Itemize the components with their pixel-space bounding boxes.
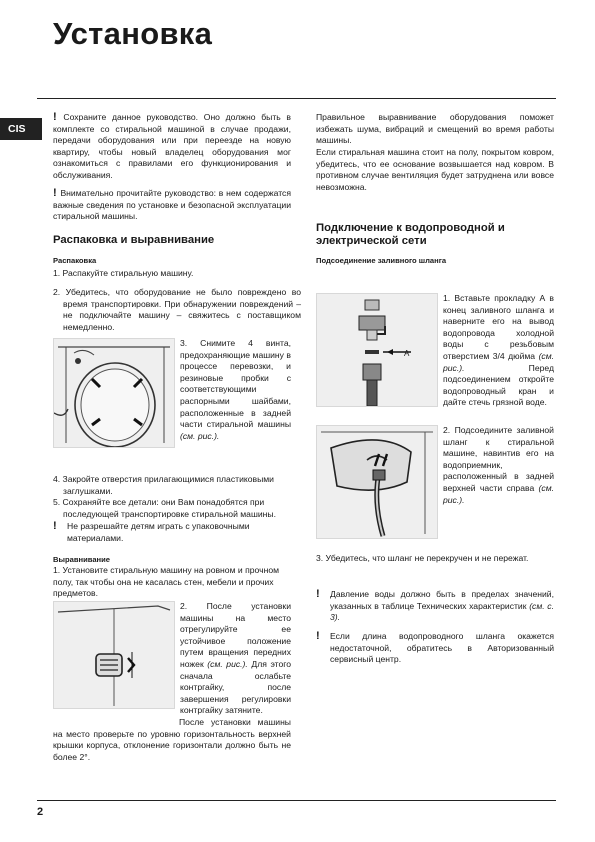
note-read-manual: ! Внимательно прочитайте руководство: в нем содержатся важные сведения по установке и безопасной эксплуатации стиральной машины. — [53, 187, 292, 222]
unpack-step-1: 1. Распакуйте стиральную машину. — [53, 268, 194, 278]
language-tab: CIS — [0, 118, 42, 140]
heading-connection: Подключение к водопроводной и электрической сети — [316, 222, 505, 247]
unpack-step-2: 2. Убедитесь, что оборудование не было повреждено во время транспортировки. При обнаружении повреждений – не подключайте машину – свяжитесь с поставщиком немедленно. — [53, 287, 301, 332]
heading-unpacking-leveling: Распаковка и выравнивание — [53, 234, 215, 246]
exclamation-icon: ! — [53, 111, 57, 123]
level-step-1: 1. Установите стиральную машину на ровном и прочном полу, так чтобы она не касалась стен, мебели и прочих предметов. — [53, 565, 280, 599]
subheading-unpacking: Распаковка — [53, 256, 97, 265]
header-rule — [37, 98, 556, 99]
unpack-step-4: 4. Закройте отверстия прилагающимися пластиковыми заглушками. — [53, 474, 274, 496]
exclamation-icon: ! — [316, 630, 320, 642]
foot-adjustment-illustration — [53, 601, 175, 709]
warning-children: ! Не разрешайте детям играть с упаковочными материалами. — [53, 520, 250, 543]
hose-step-3: 3. Убедитесь, что шланг не перекручен и не пережат. — [316, 553, 529, 563]
hose-step-1: 1. Вставьте прокладку А в конец заливного шланга и наверните его на вывод водопровода холодной воды с резьбовым отверстием 3/4 дюйма (см. рис.). Перед подсоединением откройте водопроводный кран и дайте стечь грязной воде. — [443, 293, 555, 408]
footer-rule — [37, 800, 556, 801]
warning-hose-length: ! Если длина водопроводного шланга окажется недостаточной, обратитесь в Авторизованный сервисный центр. — [316, 630, 554, 665]
exclamation-icon: ! — [53, 187, 57, 199]
hose-step-2: 2. Подсоедините заливной шланг к стиральной машине, навинтив его на водоприемник, расположенный в задней верхней части справа (см. рис.). — [443, 425, 554, 505]
exclamation-icon: ! — [316, 588, 320, 600]
machine-back-illustration — [53, 338, 175, 448]
label-gasket-a: A — [404, 349, 410, 358]
level-step-2: 2. После установки машины на место отрегулируйте ее устойчивое положение путем вращения передних ножек (см. рис.). Для этого сначала ослабьте контргайку, после завершения регулировки контргайку затяните. — [180, 601, 291, 716]
note-keep-manual: ! Сохраните данное руководство. Оно должно быть в комплекте со стиральной машиной в случае продажи, передачи оборудования или при переезде на новую квартиру, чтобы новый владелец оборудования мог ознакомиться с правилами его функционирования и обслуживания. — [53, 111, 292, 180]
leveling-benefit: Правильное выравнивание оборудования поможет избежать шума, вибраций и смещений во время работы машины. — [316, 112, 554, 146]
carpet-note: Если стиральная машина стоит на полу, покрытом ковром, убедитесь, что ее основание возвышается над ковром. В противном случае вентиляция будет затруднена или вовсе невозможна. — [316, 147, 554, 192]
machine-inlet-illustration — [316, 425, 438, 539]
tap-hose-illustration — [316, 293, 438, 407]
level-step-3: После установки машины на место проверьте по уровню горизонтальность верхней крышки корпуса, отклонение горизонтали должно быть не более 2°. — [53, 717, 291, 762]
page-title: Установка — [53, 16, 213, 51]
unpack-step-5: 5. Сохраняйте все детали: они Вам понадобятся при последующей транспортировке стиральной машины. — [53, 497, 276, 519]
page-number: 2 — [37, 806, 44, 818]
unpack-step-3: 3. Снимите 4 винта, предохраняющие машину в процессе перевозки, и резиновые пробки с соответствующими распорными шайбами, расположенные в задней части стиральной машины (см. рис.). — [180, 338, 291, 441]
exclamation-icon: ! — [53, 520, 57, 532]
subheading-inlet-hose: Подсоединение заливного шланга — [316, 256, 447, 265]
warning-water-pressure: ! Давление воды должно быть в пределах значений, указанных в таблице Технических характеристик (см. с. 3). — [316, 588, 554, 623]
subheading-leveling: Выравнивание — [53, 555, 111, 564]
